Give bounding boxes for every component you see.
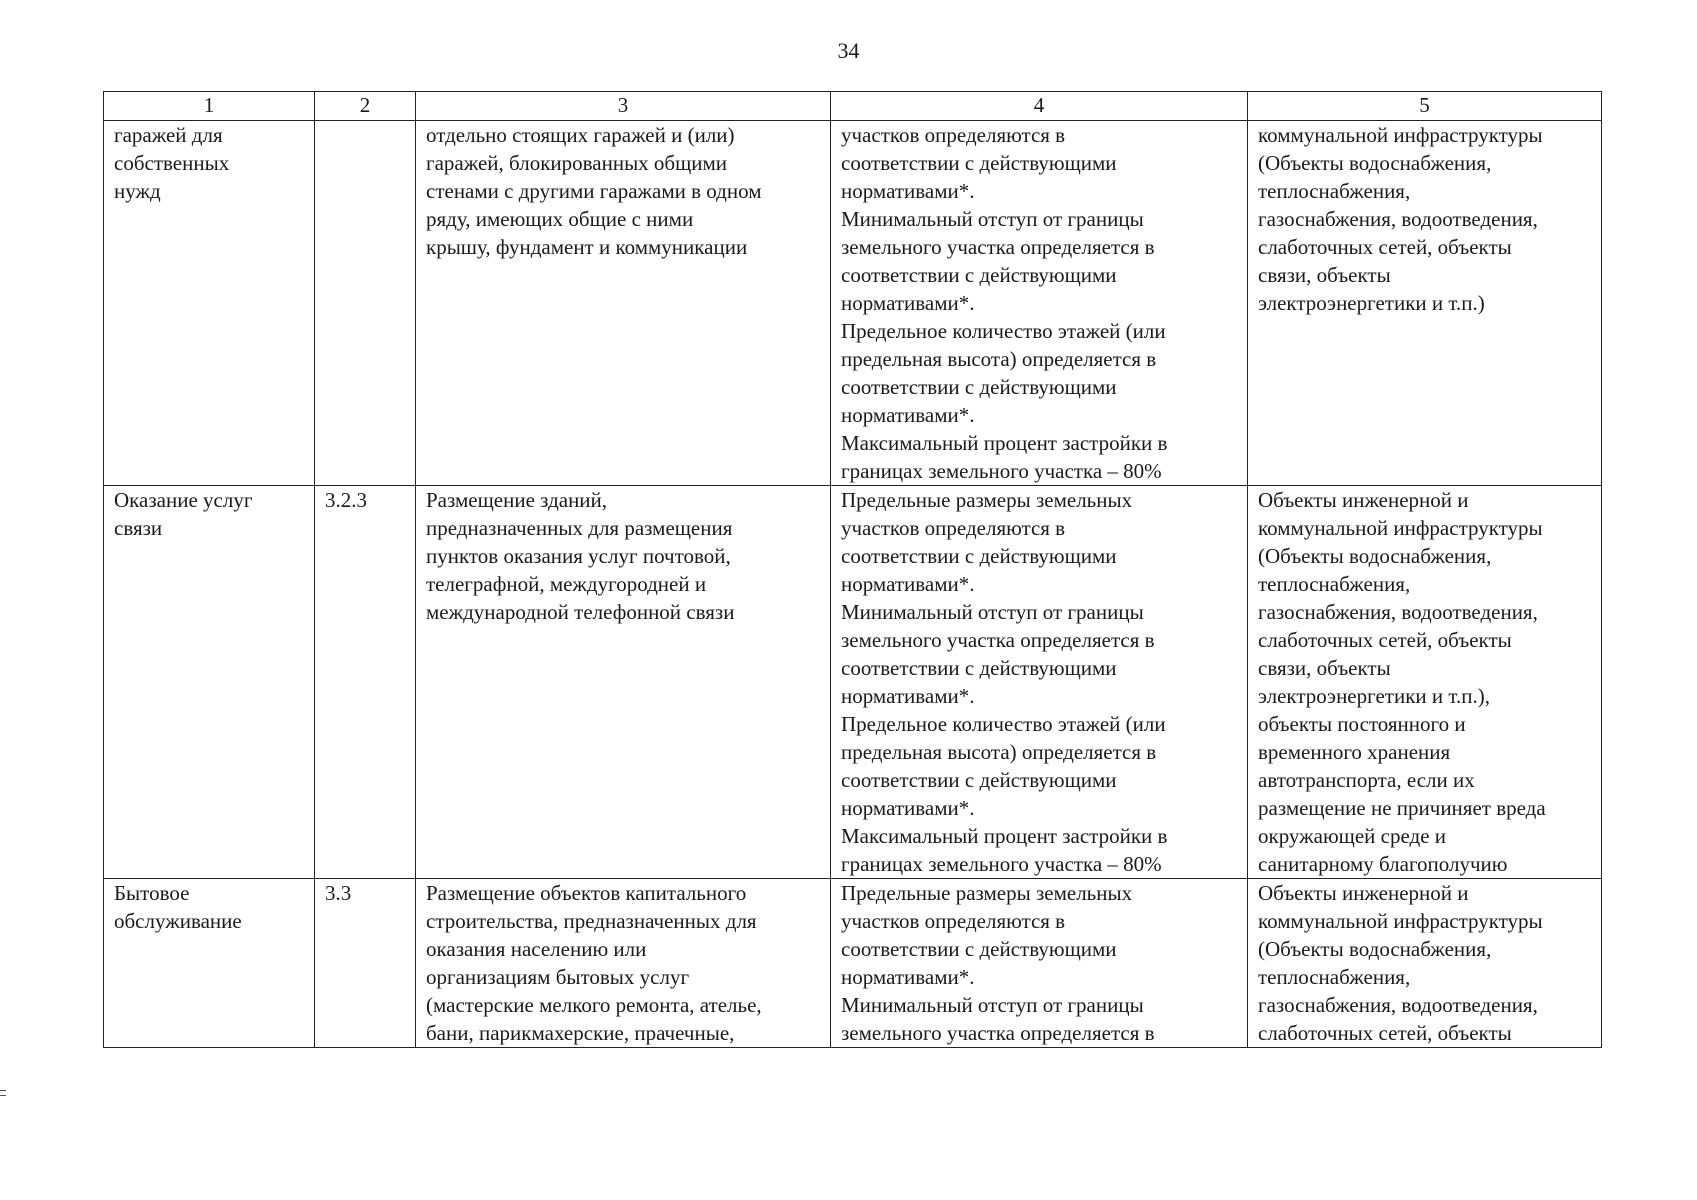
cell-text-line: Предельное количество этажей (или xyxy=(841,319,1166,343)
cell-text-line: (Объекты водоснабжения, xyxy=(1258,544,1492,568)
cell-text-line: размещение не причиняет вреда xyxy=(1258,796,1546,820)
cell-land-use-name xyxy=(104,121,315,486)
cell-text-line: Размещение объектов капитального xyxy=(426,881,747,905)
cell-text-line: 3.2.3 xyxy=(325,488,367,512)
cell-text-line: Объекты инженерной и xyxy=(1258,488,1469,512)
cell-text-line: слаботочных сетей, объекты xyxy=(1258,628,1512,652)
header-col-1: 1 xyxy=(104,92,315,121)
cell-text-line: газоснабжения, водоотведения, xyxy=(1258,207,1538,231)
cell-text-line: предельная высота) определяется в xyxy=(841,347,1157,371)
cell-text-line: соответствии с действующими xyxy=(841,263,1117,287)
cell-text-line: участков определяются в xyxy=(841,516,1066,540)
cell-land-use-name xyxy=(104,486,315,879)
page-number: 34 xyxy=(837,38,860,63)
cell-text-line: (Объекты водоснабжения, xyxy=(1258,937,1492,961)
cell-text-line: соответствии с действующими xyxy=(841,656,1117,680)
cell-text-line: ряду, имеющих общие с ними xyxy=(426,207,694,231)
cell-text-line: теплоснабжения, xyxy=(1258,179,1411,203)
header-col-4: 4 xyxy=(831,92,1248,121)
cell-text-line: организациям бытовых услуг xyxy=(426,965,690,989)
cell-text-line: бани, парикмахерские, прачечные, xyxy=(426,1021,735,1045)
table-row xyxy=(104,879,1602,1048)
cell-text-line: участков определяются в xyxy=(841,123,1066,147)
cell-text-line: объекты постоянного и xyxy=(1258,712,1466,736)
cell-text-line: связи, объекты xyxy=(1258,656,1391,680)
cell-text-line: границах земельного участка – 80% xyxy=(841,459,1162,483)
cell-text-line: связи, объекты xyxy=(1258,263,1391,287)
cell-text-line: оказания населению или xyxy=(426,937,647,961)
cell-text-line: Предельные размеры земельных xyxy=(841,488,1133,512)
cell-text-line: слаботочных сетей, объекты xyxy=(1258,235,1512,259)
cell-text-line: Размещение зданий, xyxy=(426,488,608,512)
cell-parameters xyxy=(831,879,1248,1048)
cell-text-line: нормативами*. xyxy=(841,291,975,315)
cell-text-line: нормативами*. xyxy=(841,572,975,596)
table-row xyxy=(104,121,1602,486)
cell-description xyxy=(416,121,831,486)
cell-parameters xyxy=(831,121,1248,486)
cell-text-line: (мастерские мелкого ремонта, ателье, xyxy=(426,993,762,1017)
cell-text-line: соответствии с действующими xyxy=(841,375,1117,399)
cell-text-line: предназначенных для размещения xyxy=(426,516,733,540)
cell-land-use-name xyxy=(104,879,315,1048)
cell-text-line: земельного участка определяется в xyxy=(841,628,1155,652)
cell-text-line: гаражей для xyxy=(114,123,223,147)
cell-text-line: (Объекты водоснабжения, xyxy=(1258,151,1492,175)
cell-text-line: соответствии с действующими xyxy=(841,768,1117,792)
cell-text-line: слаботочных сетей, объекты xyxy=(1258,1021,1512,1045)
cell-text-line: нормативами*. xyxy=(841,796,975,820)
cell-text-line: Максимальный процент застройки в xyxy=(841,431,1168,455)
cell-text-line: газоснабжения, водоотведения, xyxy=(1258,993,1538,1017)
cell-parameters xyxy=(831,486,1248,879)
header-col-5: 5 xyxy=(1248,92,1602,121)
cell-text-line: Объекты инженерной и xyxy=(1258,881,1469,905)
cell-code xyxy=(315,879,416,1048)
cell-auxiliary-uses xyxy=(1248,121,1602,486)
margin-mark xyxy=(0,1090,6,1096)
cell-text-line: коммунальной инфраструктуры xyxy=(1258,909,1543,933)
cell-text-line: нормативами*. xyxy=(841,179,975,203)
cell-text-line: коммунальной инфраструктуры xyxy=(1258,516,1543,540)
cell-text-line: Максимальный процент застройки в xyxy=(841,824,1168,848)
cell-text-line: коммунальной инфраструктуры xyxy=(1258,123,1543,147)
header-row xyxy=(104,92,1602,121)
cell-text-line: электроэнергетики и т.п.), xyxy=(1258,684,1490,708)
cell-description xyxy=(416,486,831,879)
cell-text-line: Минимальный отступ от границы xyxy=(841,207,1144,231)
header-col-2: 2 xyxy=(315,92,416,121)
cell-text-line: строительства, предназначенных для xyxy=(426,909,757,933)
cell-text-line: соответствии с действующими xyxy=(841,151,1117,175)
cell-text-line: обслуживание xyxy=(114,909,242,933)
cell-text-line: участков определяются в xyxy=(841,909,1066,933)
cell-text-line: автотранспорта, если их xyxy=(1258,768,1475,792)
table-body xyxy=(104,121,1602,1048)
cell-text-line: отдельно стоящих гаражей и (или) xyxy=(426,123,735,147)
cell-text-line: телеграфной, междугородней и xyxy=(426,572,707,596)
cell-text-line: электроэнергетики и т.п.) xyxy=(1258,291,1485,315)
cell-auxiliary-uses xyxy=(1248,486,1602,879)
cell-text-line: Предельные размеры земельных xyxy=(841,881,1133,905)
cell-description xyxy=(416,879,831,1048)
cell-text-line: гаражей, блокированных общими xyxy=(426,151,728,175)
cell-text-line: временного хранения xyxy=(1258,740,1451,764)
cell-text-line: Минимальный отступ от границы xyxy=(841,993,1144,1017)
table-row xyxy=(104,486,1602,879)
cell-text-line: нормативами*. xyxy=(841,684,975,708)
cell-text-line: соответствии с действующими xyxy=(841,937,1117,961)
regulations-table xyxy=(103,91,1602,1048)
cell-text-line: предельная высота) определяется в xyxy=(841,740,1157,764)
cell-text-line: стенами с другими гаражами в одном xyxy=(426,179,762,203)
table-header xyxy=(104,92,1602,121)
cell-text-line: пунктов оказания услуг почтовой, xyxy=(426,544,731,568)
cell-text-line: связи xyxy=(114,516,163,540)
cell-text-line: международной телефонной связи xyxy=(426,600,735,624)
cell-text-line: крышу, фундамент и коммуникации xyxy=(426,235,748,259)
cell-text-line: Минимальный отступ от границы xyxy=(841,600,1144,624)
cell-text-line: теплоснабжения, xyxy=(1258,965,1411,989)
cell-text-line: земельного участка определяется в xyxy=(841,1021,1155,1045)
cell-text-line: теплоснабжения, xyxy=(1258,572,1411,596)
cell-text-line: Бытовое xyxy=(114,881,190,905)
cell-text-line: газоснабжения, водоотведения, xyxy=(1258,600,1538,624)
cell-text-line: собственных xyxy=(114,151,230,175)
cell-text-line: окружающей среде и xyxy=(1258,824,1447,848)
cell-text-line: 3.3 xyxy=(325,881,352,905)
header-col-3: 3 xyxy=(416,92,831,121)
cell-text-line: Предельное количество этажей (или xyxy=(841,712,1166,736)
cell-text-line: Оказание услуг xyxy=(114,488,253,512)
cell-text-line: границах земельного участка – 80% xyxy=(841,852,1162,876)
cell-text-line: нужд xyxy=(114,179,161,203)
cell-text-line: нормативами*. xyxy=(841,965,975,989)
cell-text-line: земельного участка определяется в xyxy=(841,235,1155,259)
cell-code xyxy=(315,121,416,486)
cell-text-line: соответствии с действующими xyxy=(841,544,1117,568)
cell-text-line: санитарному благополучию xyxy=(1258,852,1508,876)
cell-code xyxy=(315,486,416,879)
cell-text-line: нормативами*. xyxy=(841,403,975,427)
cell-auxiliary-uses xyxy=(1248,879,1602,1048)
